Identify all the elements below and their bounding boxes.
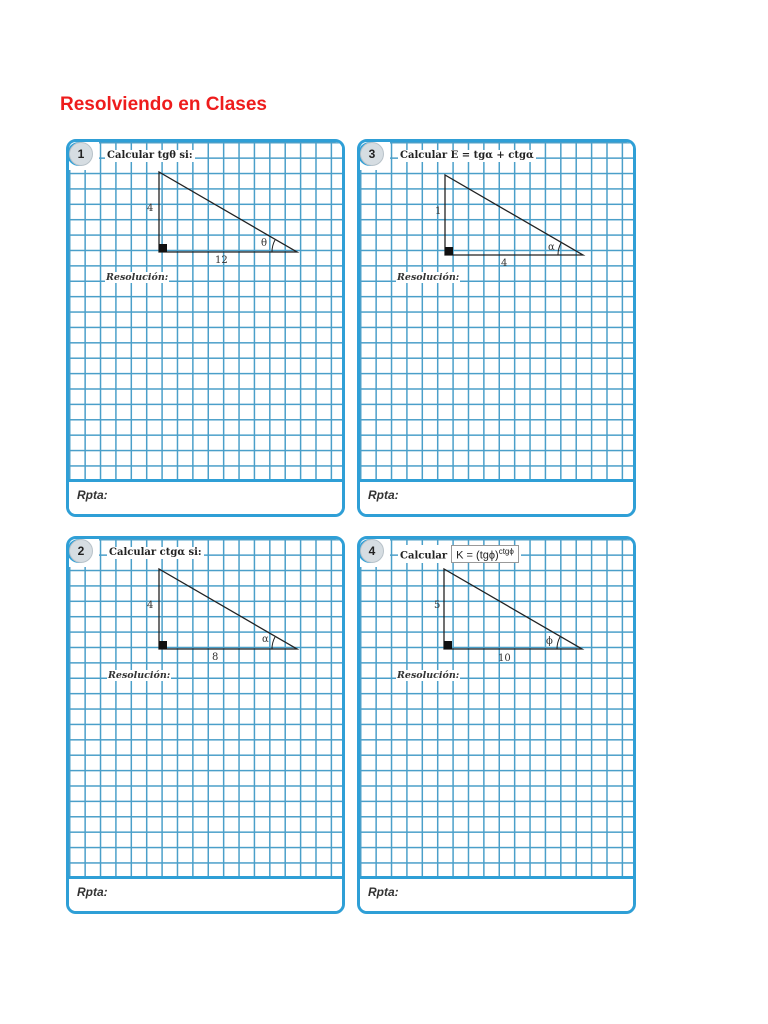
problem-prompt: Calcular tgθ si: — [107, 150, 193, 161]
problem-card-2 — [66, 536, 345, 914]
angle-label: α — [262, 634, 269, 645]
triangle-figure — [425, 170, 590, 270]
right-angle-marker — [159, 641, 167, 649]
vertical-side-label: 4 — [147, 203, 154, 214]
answer-bar — [360, 479, 633, 514]
triangle-shape — [444, 569, 582, 649]
triangle-shape — [159, 569, 297, 649]
resolution-label: Resolución: — [397, 670, 460, 681]
problem-card-3 — [357, 139, 636, 517]
angle-arc — [272, 240, 275, 252]
problem-number-badge — [66, 139, 99, 170]
formula-exponent: ctgϕ — [498, 547, 514, 556]
page-title: Resolviendo en Clases — [60, 94, 267, 115]
resolution-label: Resolución: — [108, 670, 171, 681]
problem-card-1 — [66, 139, 345, 517]
horizontal-side-label: 10 — [498, 653, 511, 664]
answer-label: Rpta: — [77, 885, 108, 899]
angle-label: ϕ — [546, 636, 553, 647]
right-angle-marker — [445, 247, 453, 255]
problem-number-badge — [357, 139, 390, 170]
angle-label: θ — [261, 238, 268, 249]
angle-arc — [557, 637, 560, 649]
right-angle-marker — [159, 244, 167, 252]
problem-number-badge — [357, 536, 390, 567]
vertical-side-label: 1 — [435, 206, 442, 217]
problem-prompt: Calcular ctgα si: — [109, 547, 202, 558]
angle-arc — [558, 243, 561, 255]
vertical-side-label: 5 — [434, 600, 441, 611]
answer-bar — [360, 876, 633, 911]
angle-arc — [272, 637, 275, 649]
right-angle-marker — [444, 641, 452, 649]
triangle-shape — [445, 175, 583, 255]
triangle-figure — [139, 167, 309, 272]
horizontal-side-label: 12 — [215, 255, 228, 266]
angle-label: α — [548, 242, 555, 253]
problem-card-4 — [357, 536, 636, 914]
answer-label: Rpta: — [77, 488, 108, 502]
horizontal-side-label: 8 — [212, 652, 219, 663]
formula-box — [451, 545, 519, 563]
answer-bar — [69, 876, 342, 911]
problem-number-badge — [66, 536, 99, 567]
triangle-figure — [424, 564, 590, 669]
answer-label: Rpta: — [368, 488, 399, 502]
answer-bar — [69, 479, 342, 514]
prompt-text: Calcular — [400, 550, 448, 562]
problem-number: 4 — [360, 539, 384, 563]
formula-base: K = (tgϕ) — [456, 549, 499, 562]
problem-number: 3 — [360, 142, 384, 166]
triangle-figure — [139, 564, 309, 669]
problem-number: 2 — [69, 539, 93, 563]
problem-prompt: Calcular E = tgα + ctgα — [400, 150, 534, 161]
problem-number: 1 — [69, 142, 93, 166]
vertical-side-label: 4 — [147, 600, 154, 611]
resolution-label: Resolución: — [106, 272, 169, 283]
problem-prompt — [398, 545, 521, 563]
triangle-shape — [159, 172, 297, 252]
horizontal-side-label: 4 — [501, 258, 508, 269]
resolution-label: Resolución: — [397, 272, 460, 283]
answer-label: Rpta: — [368, 885, 399, 899]
